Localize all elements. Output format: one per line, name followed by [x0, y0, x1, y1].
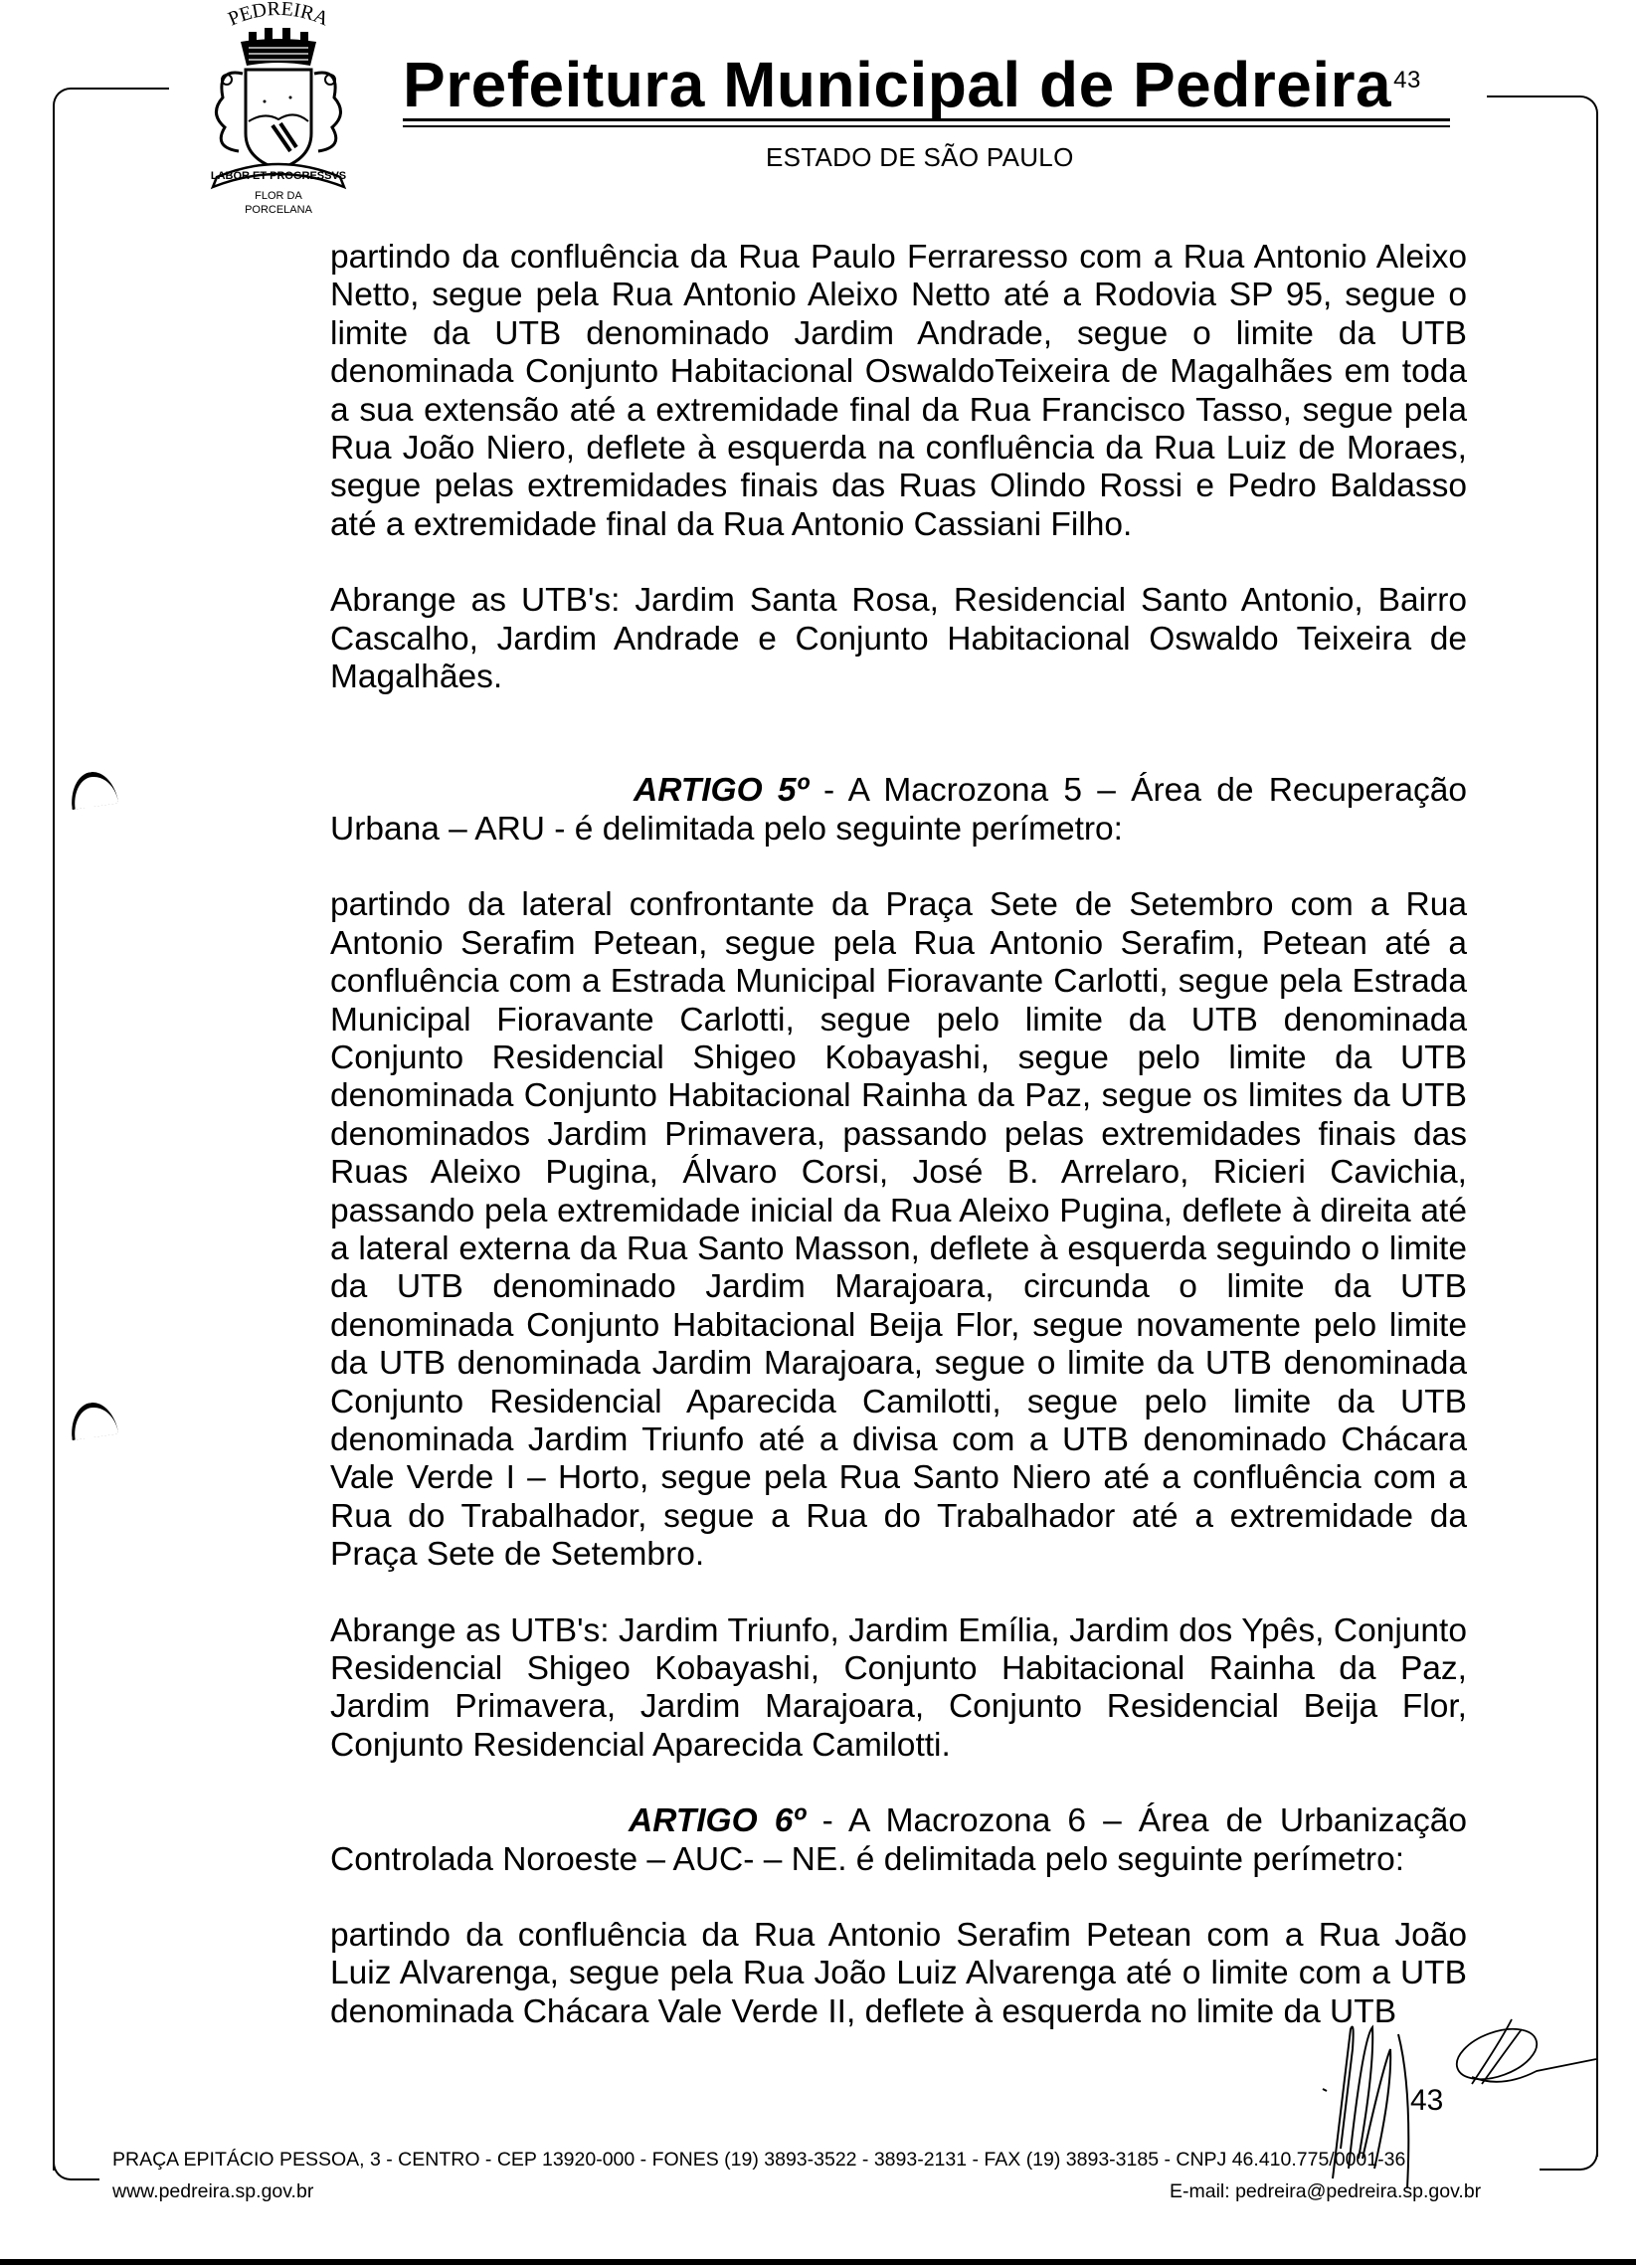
- page-border-bottom-left: [53, 2149, 99, 2180]
- footer-address: PRAÇA EPITÁCIO PESSOA, 3 - CENTRO - CEP 13920-000 - FONES (19) 3893-3522 - 3893-2131 - FAX (19) 3893-3185 - CNPJ 46.410.775/0001-36: [112, 2149, 1406, 2171]
- title-text: Prefeitura Municipal de Pedreira: [403, 49, 1392, 120]
- footer-email-link[interactable]: E-mail: pedreira@pedreira.sp.gov.br: [1170, 2180, 1482, 2202]
- artigo-5-text: - A Macrozona 5 – Área de Recuperação Urbana – ARU - é delimitada pelo seguinte perímetro:: [330, 772, 1467, 848]
- page-border-top-left: [53, 88, 169, 129]
- punch-hole-mark: [68, 1400, 118, 1440]
- artigo-5-label: ARTIGO 5º: [634, 772, 809, 810]
- page-number: 43: [1410, 2084, 1444, 2117]
- page-border-left: [53, 119, 55, 2171]
- page-title: [403, 50, 1421, 119]
- page-border-right: [1596, 127, 1598, 2157]
- title-underline-secondary: [403, 125, 1450, 127]
- footer-website-link[interactable]: www.pedreira.sp.gov.br: [112, 2180, 314, 2202]
- artigo-6-perimeter: partindo da confluência da Rua Antonio Serafim Petean com a Rua João Luiz Alvarenga, segue pela Rua João Luiz Alvarenga até o limite com a UTB denominada Chácara Vale Verde II, deflete à esquerda no limite da UTB: [330, 1917, 1467, 2030]
- page-border-top-right: [1487, 95, 1598, 137]
- coat-of-arms-logo: [199, 2, 358, 216]
- svg-text:FLOR DA: FLOR DA: [255, 190, 302, 202]
- artigo-6-heading: [330, 1802, 1467, 1879]
- paragraph: partindo da confluência da Rua Paulo Ferraresso com a Rua Antonio Aleixo Netto, segue pela Rua Antonio Aleixo Netto até a Rodovia SP 95, segue o limite da UTB denominado Jardim Andrade, segue o limite da UTB denominada Conjunto Habitacional OswaldoTeixeira de Magalhães em toda a sua extensão até a extremidade final da Rua Francisco Tasso, segue pela Rua João Niero, deflete à esquerda na confluência da Rua Luiz de Moraes, segue pelas extremidades finais das Ruas Olindo Rossi e Pedro Baldasso até a extremidade final da Rua Antonio Cassiani Filho.: [330, 239, 1467, 543]
- document-body: [330, 239, 1467, 2031]
- signatures: [1303, 2009, 1601, 2159]
- state-subtitle: ESTADO DE SÃO PAULO: [766, 142, 1074, 172]
- artigo-5-covers: Abrange as UTB's: Jardim Triunfo, Jardim Emília, Jardim dos Ypês, Conjunto Residencial Shigeo Kobayashi, Conjunto Habitacional Rainha da Paz, Jardim Primavera, Jardim Marajoara, Conjunto Residencial Beija Flor, Conjunto Residencial Aparecida Camilotti.: [330, 1611, 1467, 1764]
- svg-text:PORCELANA: PORCELANA: [245, 204, 312, 216]
- punch-hole-mark: [68, 769, 118, 810]
- title-page-number: 43: [1393, 67, 1421, 94]
- paragraph: Abrange as UTB's: Jardim Santa Rosa, Residencial Santo Antonio, Bairro Cascalho, Jardim Andrade e Conjunto Habitacional Oswaldo Teixeira de Magalhães.: [330, 582, 1467, 696]
- logo-motto: LABOR ET PROGRESSVS: [210, 170, 347, 182]
- title-underline: [403, 118, 1450, 121]
- artigo-6-label: ARTIGO 6º: [629, 1802, 806, 1840]
- artigo-6-text: - A Macrozona 6 – Área de Urbanização Controlada Noroeste – AUC- – NE. é delimitada pelo seguinte perímetro:: [330, 1802, 1468, 1878]
- signature-2-icon: [1450, 2019, 1596, 2089]
- artigo-5-perimeter: partindo da lateral confrontante da Praça Sete de Setembro com a Rua Antonio Serafim Petean, segue pela Rua Antonio Serafim, Petean até a confluência com a Estrada Municipal Fioravante Carlotti, segue pela Estrada Municipal Fioravante Carlotti, segue pelo limite da UTB denominada Conjunto Residencial Shigeo Kobayashi, segue pelo limite da UTB denominada Conjunto Habitacional Rainha da Paz, segue os limites da UTB denominados Jardim Primavera, passando pelas extremidades finais das Ruas Aleixo Pugina, Álvaro Corsi, José B. Arrelaro, Ricieri Cavichia, passando pela extremidade inicial da Rua Aleixo Pugina, deflete à direita até a lateral externa da Rua Santo Masson, deflete à esquerda seguindo o limite da UTB denominado Jardim Marajoara, circunda o limite da UTB denominada Conjunto Habitacional Beija Flor, segue novamente pelo limite da UTB denominada Jardim Marajoara, segue o limite da UTB denominada Conjunto Residencial Aparecida Camilotti, segue pelo limite da UTB denominada Jardim Triunfo até a divisa com a UTB denominado Chácara Vale Verde I – Horto, segue pela Rua Santo Niero até a confluência com a Rua do Trabalhador, segue a Rua do Trabalhador até a extremidade da Praça Sete de Setembro.: [330, 886, 1467, 1574]
- logo-top-text: PEDREIRA: [225, 2, 332, 31]
- artigo-5-heading: [330, 772, 1467, 849]
- scan-bottom-edge: [0, 2259, 1636, 2265]
